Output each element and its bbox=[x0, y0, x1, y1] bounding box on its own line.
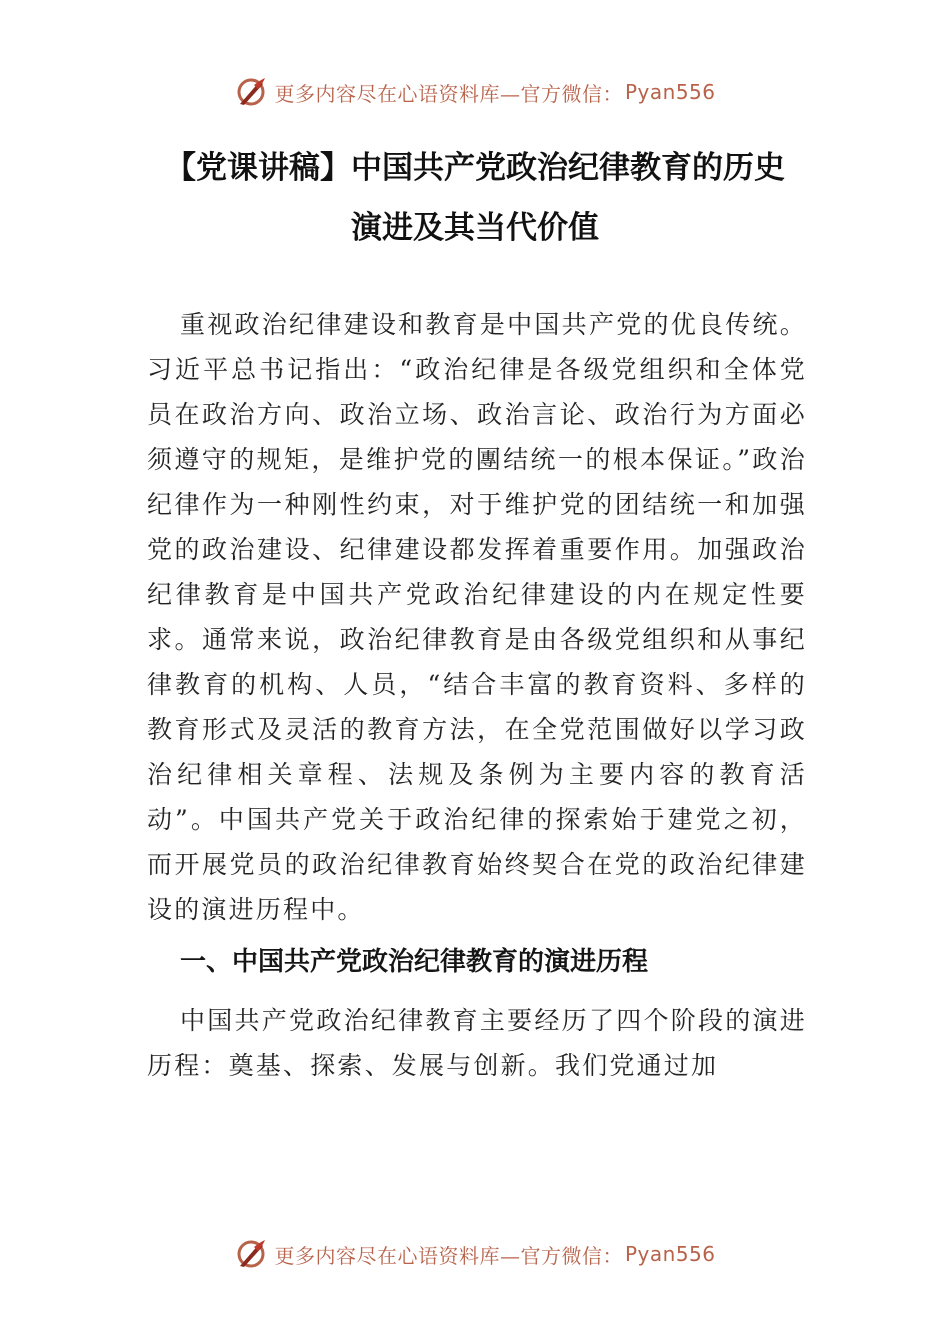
watermark-wechat-id: Pyan556 bbox=[624, 1242, 716, 1266]
quill-logo-icon bbox=[234, 1237, 268, 1271]
watermark-wechat-id: Pyan556 bbox=[624, 80, 716, 104]
intro-paragraph: 重视政治纪律建设和教育是中国共产党的优良传统。习近平总书记指出：“政治纪律是各级党组织和全体党员在政治方向、政治立场、政治言论、政治行为方面必须遵守的规矩，是维护党的團结统一的根本保证。”政治纪律作为一种刚性约束，对于维护党的团结统一和加强党的政治建设、纪律建设都发挥着重要作用。加强政治纪律教育是中国共产党政治纪律建设的内在规定性要求。通常来说，政治纪律教育是由各级党组织和从事纪律教育的机构、人员，“结合丰富的教育资料、多样的教育形式及灵活的教育方法，在全党范围做好以学习政治纪律相关章程、法规及条例为主要内容的教育活动”。中国共产党关于政治纪律的探索始于建党之初，而开展党员的政治纪律教育始终契合在党的政治纪律建设的演进历程中。 bbox=[147, 310, 807, 924]
footer-watermark bbox=[0, 1232, 950, 1276]
title-line-1: 【党课讲稿】中国共产党政治纪律教育的历史 bbox=[165, 150, 785, 186]
section-paragraph: 中国共产党政治纪律教育主要经历了四个阶段的演进历程：奠基、探索、发展与创新。我们党通过加 bbox=[147, 1006, 807, 1080]
document-title bbox=[120, 138, 830, 258]
quill-logo-icon bbox=[234, 75, 268, 109]
watermark-text: 更多内容尽在心语资料库—官方微信： bbox=[274, 1243, 623, 1268]
section-heading: 一、中国共产党政治纪律教育的演进历程 bbox=[180, 947, 649, 977]
title-line-2: 演进及其当代价值 bbox=[351, 210, 599, 246]
watermark-text: 更多内容尽在心语资料库—官方微信： bbox=[274, 81, 623, 106]
header-watermark bbox=[0, 70, 950, 114]
